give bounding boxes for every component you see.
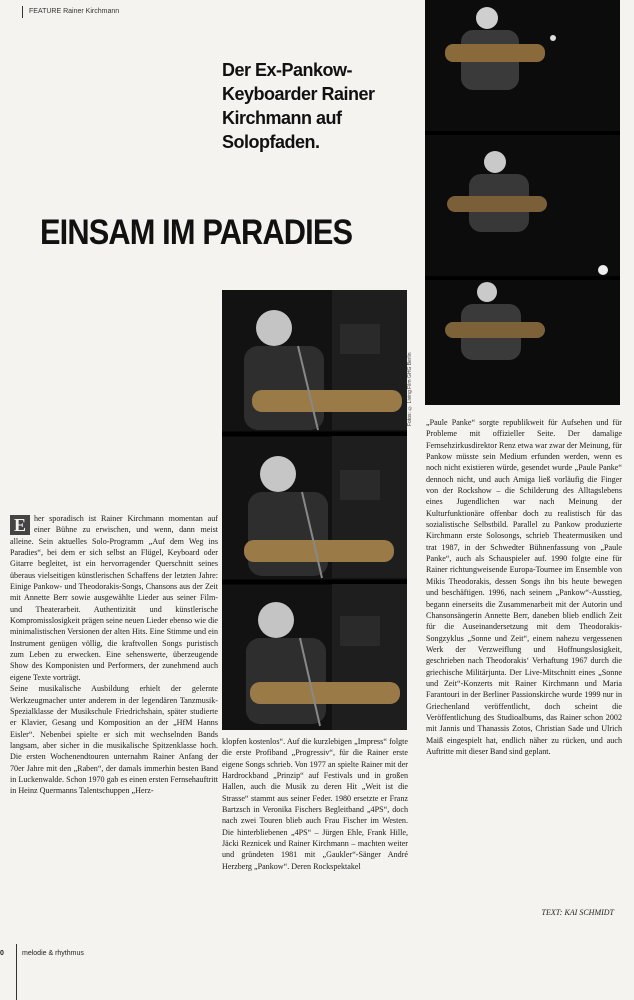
section-label: FEATURE Rainer Kirchmann	[22, 6, 119, 18]
col2-paragraph: klopfen kostenlos“. Auf die kurzlebigen „Impress“ folgte die erste Profiband „Progressiv“, für die Rainer erste eigene Songs schrieb. Von 1977 an spielte Rainer mit der Hardrockband „Prinzip“ auf Festivals und in großen Hallen, auch die Musik zu deren Hit „Weit ist die Strasse“ stammt aus seiner Feder. 1980 ersetzte er Franz Bartzsch in Veronika Fischers Begleitband „4PS“, doch nach zwei Touren blieb auch Frau Fischer im Westen. Die hinterbliebenen „4PS“ – Jürgen Ehle, Frank Hille, Jäcki Reznicek und Rainer Kirchmann – machten weiter und gründeten 1981 mit „Gaukler“-Sänger André Herzberg „Pankow“. Deren Rockspektakel	[222, 737, 408, 871]
page-number: 0	[0, 950, 4, 957]
text-column-2	[222, 736, 408, 946]
article-headline: EINSAM IM PARADIES	[40, 213, 353, 252]
text-column-3	[426, 417, 622, 907]
photo-strip-right	[425, 0, 620, 405]
drop-cap: E	[10, 515, 30, 535]
article-subtitle: Der Ex-Pankow-Keyboarder Rainer Kirchmann auf Solopfaden.	[222, 60, 375, 152]
magazine-name: melodie & rhythmus	[22, 950, 84, 957]
text-column-1	[10, 513, 218, 945]
col1-paragraph-2: Seine musikalische Ausbildung erhielt der gelernte Werkzeugmacher unter anderem in der legendären Tanzmusik-Spezialklasse der Musikschule Friedrichshain, später studierte er Klavier, Gesang und Komposition an der „HfM Hanns Eisler“. Nebenbei spielte er sich mit wechselnden Bands langsam, aber sicher in die musikalische Spitzenklasse hoch. Die ersten Wochenendtouren unternahm Rainer Anfang der 70er Jahre mit den „Raben“, der damals immerhin besten Band in Luckenwalde. Schon 1970 gab es einen ersten Fernsehauftritt in Heinz Quermanns Talentschuppen „Herz-	[10, 684, 218, 796]
col3-paragraph: „Paule Panke“ sorgte republikweit für Aufsehen und für Probleme mit offizieller Seite. Der damalige Fernsehzirkusdirektor Renz etwa war zwar der Meinung, für Pankow müsste sein Medium erfunden werden, wenn es noch nicht existieren würde, gesendet wurde „Paule Panke“ dennoch nicht, und auch Amiga ließ vorläufig die Finger von der Rockshow – die Schilderung des Alltagslebens eines Jugendlichen war nach Meinung der Kulturfunktionäre offenbar doch zu realistisch für das sozialistische Selbstbild. Parallel zu Pankow produzierte Kirchmann erste Solosongs, schrieb Theatermusiken und trat 1987, in der Schwedter Bühnenfassung von „Paule Panke“, auch als Schauspieler auf. 1990 folgte eine für Rainer richtungweisende Europa-Tournee im Ensemble von Mikis Theodorakis, dessen Songs ihn bis heute bewegen und beschäftigen. 1996, nach seinem „Pankow“-Ausstieg, begann einerseits die Zusammenarbeit mit der Autorin und Chansonsängerin Annette Berr, daneben blieb endlich Zeit für die Auseinandersetzung mit dem Theodorakis-Songzyklus „Sonne und Zeit“, einem nahezu vergessenen Werk der Verzweiflung und Hoffnungslosigkeit, geschrieben nach Theodorakis‘ Verhaftung 1967 durch die griechische Militärjunta. Der Live-Mitschnitt eines „Sonne und Zeit“-Konzerts mit Rainer Kirchmann und Maria Farantouri in der Berliner Passionskirche wurde 1999 nur in Griechenland veröffentlicht, doch scheint die Veröffentlichung des Studioalbums, das Rainer schon 2002 mit Jannis und Thanassis Zotos, Christian Sade und Ulrich Maiß eingespielt hat, endlich näher zu rücken, und auch Auftritte mit dieser Band sind geplant.	[426, 418, 622, 756]
col1-paragraph-1: her sporadisch ist Rainer Kirchmann momentan auf einer Bühne zu erwischen, und wenn, dann meist alleine. Sein aktuelles Solo-Programm „Auf dem Weg ins Paradies“, bei dem er sich selbst an Flügel, Keyboard oder Gitarre begleitet, ist ein hervorragender Querschnitt seines überaus vielseitigen künstlerischen Schaffens der letzten Jahre: Einige Pankow- und Theodorakis-Songs, Chansons aus der Zeit mit Annette Berr sowie ausgewählte Lieder aus seiner Film- und Theaterarbeit. Authentizität und künstlerische Kompromisslosigkeit prägen seine neuen Lieder ebenso wie die minimalistischen Versionen der alten Hits. Eine Stimme und ein Instrument genügen völlig, die kraftvollen Songs puristisch zum Leben zu erwecken. Eine sehenswerte, überzeugende Show des Komponisten und Performers, der zunehmend auch eigene Texte vorträgt.	[10, 514, 218, 682]
photo-strip-center	[222, 290, 407, 730]
author-signature: TEXT: KAI SCHMIDT	[541, 908, 614, 917]
page-footer	[0, 950, 200, 964]
photo-credit: Fotos: © Living Film GHG Berlin	[407, 352, 413, 426]
